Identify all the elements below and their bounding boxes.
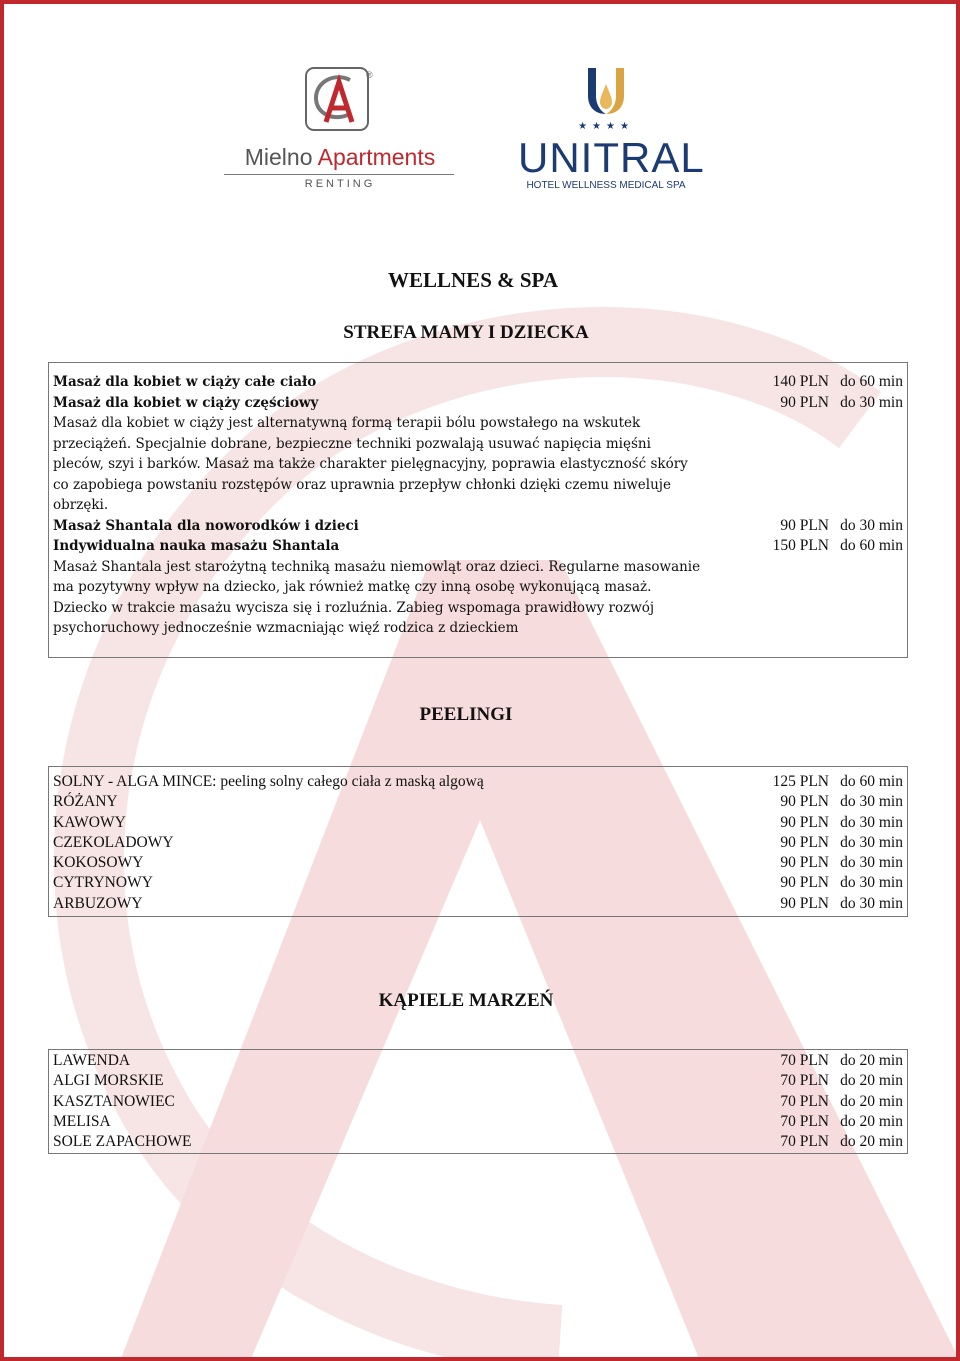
drop-emblem-icon bbox=[584, 66, 628, 120]
table-row bbox=[49, 853, 907, 873]
service-name: CZEKOLADOWY bbox=[53, 833, 174, 851]
service-duration: do 60 min bbox=[840, 537, 903, 554]
section-heading-peelingi: PEELINGI bbox=[419, 704, 513, 725]
service-duration: do 20 min bbox=[840, 1092, 903, 1110]
table-row bbox=[49, 792, 907, 812]
service-duration: do 30 min bbox=[840, 833, 903, 851]
service-duration: do 30 min bbox=[840, 874, 903, 892]
service-name: KAWOWY bbox=[53, 813, 126, 831]
service-price: 70 PLN bbox=[780, 1052, 829, 1069]
table-row bbox=[49, 516, 907, 537]
service-price: 90 PLN bbox=[780, 516, 829, 534]
service-name: KOKOSOWY bbox=[53, 854, 144, 872]
service-description: Masaż dla kobiet w ciąży jest alternatywną formą terapii bólu powstałego na wskutek przeciążeń. Specjalnie dobrane, bezpieczne techniki pozwalają usuwać napięcia mięśni pleców, szyi i barków. Masaż ma także charakter pielęgnacyjny, poprawia elastyczność skóry co zapobiega powstaniu rozstępów oraz uprawnia przepływ chłonki dzięki czemu niweluje obrzęki. bbox=[53, 415, 688, 513]
mielno-tagline: RENTING bbox=[304, 178, 376, 190]
service-duration: do 20 min bbox=[840, 1133, 903, 1151]
service-price: 70 PLN bbox=[780, 1092, 829, 1110]
price-table-mama bbox=[48, 362, 908, 658]
service-price: 90 PLN bbox=[780, 894, 829, 912]
service-duration: do 60 min bbox=[840, 373, 903, 390]
service-price: 90 PLN bbox=[780, 393, 829, 411]
ca-monogram-icon bbox=[304, 66, 374, 136]
table-row bbox=[49, 894, 907, 914]
service-duration: do 20 min bbox=[840, 1072, 903, 1090]
unitral-subtitle: HOTEL WELLNESS MEDICAL SPA bbox=[526, 180, 686, 191]
service-name: Indywidualna nauka masażu Shantala bbox=[53, 538, 340, 554]
price-table-kapiele bbox=[48, 1049, 908, 1154]
table-row bbox=[49, 813, 907, 833]
service-duration: do 20 min bbox=[840, 1112, 903, 1130]
service-price: 70 PLN bbox=[780, 1112, 829, 1130]
service-duration: do 60 min bbox=[840, 773, 903, 790]
price-table-peelingi bbox=[48, 766, 908, 917]
service-name: Masaż Shantala dla noworodków i dzieci bbox=[53, 517, 359, 534]
service-name: Masaż dla kobiet w ciąży częściowy bbox=[53, 394, 319, 411]
service-price: 90 PLN bbox=[780, 833, 829, 851]
service-name: ARBUZOWY bbox=[53, 894, 143, 912]
service-duration: do 30 min bbox=[840, 813, 903, 831]
table-row bbox=[49, 873, 907, 893]
service-name: KASZTANOWIEC bbox=[53, 1092, 175, 1110]
service-price: 90 PLN bbox=[780, 854, 829, 872]
logo-divider bbox=[224, 174, 454, 175]
table-row bbox=[49, 772, 907, 792]
table-row bbox=[49, 1092, 907, 1112]
page-title: WELLNES & SPA bbox=[388, 268, 558, 292]
service-name: SOLE ZAPACHOWE bbox=[53, 1133, 192, 1151]
section-heading-mama: STREFA MAMY I DZIECKA bbox=[343, 322, 589, 343]
service-duration: do 30 min bbox=[840, 393, 903, 411]
service-duration: do 30 min bbox=[840, 516, 903, 534]
table-row bbox=[49, 1071, 907, 1091]
service-name: Masaż dla kobiet w ciąży całe ciało bbox=[53, 374, 317, 390]
mielno-apartments-name: Mielno Apartments bbox=[244, 144, 436, 170]
service-price: 140 PLN bbox=[772, 373, 829, 390]
service-name: RÓŻANY bbox=[53, 793, 118, 811]
service-name: MELISA bbox=[53, 1112, 111, 1130]
table-row bbox=[49, 372, 907, 393]
service-duration: do 30 min bbox=[840, 793, 903, 811]
table-row bbox=[49, 536, 907, 557]
section-heading-kapiele: KĄPIELE MARZEŃ bbox=[378, 990, 554, 1011]
hotel-stars: ★★★★ bbox=[578, 121, 634, 132]
service-duration: do 30 min bbox=[840, 854, 903, 872]
table-row bbox=[49, 1132, 907, 1152]
service-price: 70 PLN bbox=[780, 1072, 829, 1090]
service-duration: do 20 min bbox=[840, 1052, 903, 1069]
table-row bbox=[49, 1051, 907, 1071]
service-description: Masaż Shantala jest starożytną techniką masażu niemowląt oraz dzieci. Regularne masowanie ma pozytywny wpływ na dziecko, jak również matkę czy inną osobę wykonującą masaż. Dziecko w trakcie masażu wycisza się i rozluźnia. Zabieg wspomaga prawidłowy rozwój psychoruchowy jednocześnie wzmacniając więź rodzica z dzieckiem bbox=[53, 558, 701, 636]
service-name: CYTRYNOWY bbox=[53, 874, 153, 892]
table-row bbox=[49, 833, 907, 853]
table-row bbox=[49, 393, 907, 414]
table-row bbox=[49, 1112, 907, 1132]
service-price: 90 PLN bbox=[780, 813, 829, 831]
service-duration: do 30 min bbox=[840, 894, 903, 912]
service-price: 150 PLN bbox=[772, 537, 829, 554]
svg-text:®: ® bbox=[366, 70, 373, 80]
service-name: ALGI MORSKIE bbox=[53, 1072, 164, 1090]
service-price: 90 PLN bbox=[780, 874, 829, 892]
service-price: 70 PLN bbox=[780, 1133, 829, 1151]
service-price: 90 PLN bbox=[780, 793, 829, 811]
service-price: 125 PLN bbox=[772, 773, 829, 790]
unitral-logo bbox=[518, 64, 705, 194]
mielno-apartments-logo bbox=[222, 64, 458, 194]
service-name: LAWENDA bbox=[53, 1052, 131, 1069]
service-name: SOLNY - ALGA MINCE: peeling solny całego ciała z maską algową bbox=[53, 773, 484, 790]
unitral-name: UNITRAL bbox=[518, 134, 705, 181]
